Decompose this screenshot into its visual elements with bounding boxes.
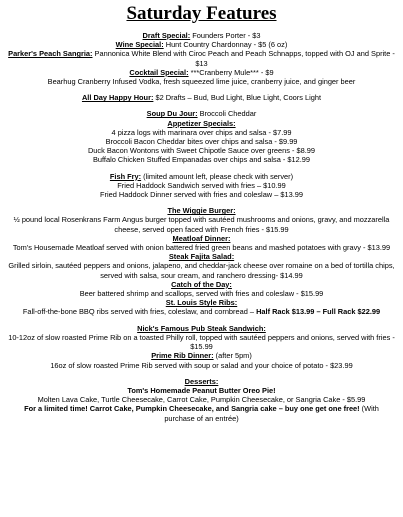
ribs-heading: St. Louis Style Ribs: <box>165 298 238 308</box>
sangria-special: Parker's Peach Sangria: Pannonica White Blend with Ciroc Peach and Peach Schnapps, topped with OJ and Sprite - $13 <box>8 49 395 68</box>
catch-desc: Beer battered shrimp and scallops, served with fries and coleslaw - $15.99 <box>79 289 324 299</box>
wiggie-burger-desc: ½ pound local Rosenkrans Farm Angus burger topped with sautéed mushrooms and onions, gravy, and mozzarella cheese, served open faced with French fries - $15.99 <box>13 215 390 234</box>
appetizer-item: Broccoli Bacon Cheddar bites over chips and salsa - $9.99 <box>105 137 298 147</box>
cocktail-description: Bearhug Cranberry Infused Vodka, fresh squeezed lime juice, cranberry juice, and ginger beer <box>47 77 356 87</box>
steak-sandwich-heading: Nick's Famous Pub Steak Sandwich: <box>137 323 266 333</box>
desserts-heading: Desserts: <box>184 376 219 386</box>
cocktail-special: Cocktail Special: ***Cranberry Mule*** - $9 <box>129 67 274 77</box>
fish-fry-heading: Fish Fry: (limited amount left, please check with server) <box>109 171 294 181</box>
fish-fry-item: Fried Haddock Dinner served with fries and coleslaw – $13.99 <box>100 190 303 200</box>
catch-heading: Catch of the Day: <box>171 279 232 289</box>
appetizer-item: 4 pizza logs with marinara over chips and salsa - $7.99 <box>111 127 292 137</box>
soup-du-jour: Soup Du Jour: Broccoli Cheddar <box>146 109 257 119</box>
fajita-desc: Grilled sirloin, sautéed peppers and onions, jalapeno, and cheddar-jack cheese over romaine on a bed of tortilla chips, served with salsa, sour cream, and ranchero dressing- $14.99 <box>8 261 395 280</box>
dessert-feature: Tom's Homemade Peanut Butter Oreo Pie! <box>127 385 276 395</box>
wine-special: Wine Special: Hunt Country Chardonnay - $5 (6 oz) <box>115 40 288 50</box>
steak-sandwich-desc: 10-12oz of slow roasted Prime Rib on a toasted Philly roll, topped with sautéed peppers and onions, served with fries - $15.99 <box>8 332 395 352</box>
appetizers-heading: Appetizer Specials: <box>167 118 236 128</box>
appetizer-item: Buffalo Chicken Stuffed Empanadas over chips and salsa - $12.99 <box>92 155 311 165</box>
page-title: Saturday Features <box>126 3 277 24</box>
meatloaf-heading: Meatloaf Dinner: <box>172 233 231 243</box>
dessert-promo: For a limited time! Carrot Cake, Pumpkin Cheesecake, and Sangria cake – buy one get one free! (With purchase of an entrée) <box>24 404 379 423</box>
happy-hour: All Day Happy Hour: $2 Drafts – Bud, Bud Light, Blue Light, Coors Light <box>81 93 322 103</box>
appetizer-item: Duck Bacon Wontons with Sweet Chipotle Sauce over greens - $8.99 <box>87 146 316 156</box>
prime-rib-heading: Prime Rib Dinner: (after 5pm) <box>151 351 252 361</box>
fajita-heading: Steak Fajita Salad: <box>168 252 235 262</box>
ribs-desc: Fall-off-the-bone BBQ ribs served with fries, coleslaw, and cornbread – Half Rack $13.99 – Full Rack $22.99 <box>22 307 381 317</box>
prime-rib-desc: 16oz of slow roasted Prime Rib served with soup or salad and your choice of potato - $23.99 <box>50 360 353 370</box>
dessert-list: Molten Lava Cake, Turtle Cheesecake, Carrot Cake, Pumpkin Cheesecake, or Sangria Cake - $5.99 <box>37 395 366 405</box>
fish-fry-item: Fried Haddock Sandwich served with fries – $10.99 <box>117 180 286 190</box>
draft-special: Draft Special: Founders Porter - $3 <box>142 31 261 40</box>
meatloaf-desc: Tom's Housemade Meatloaf served with onion battered fried green beans and mashed potatoes with gravy - $13.99 <box>12 243 391 253</box>
wiggie-burger-heading: The Wiggie Burger: <box>167 206 236 216</box>
